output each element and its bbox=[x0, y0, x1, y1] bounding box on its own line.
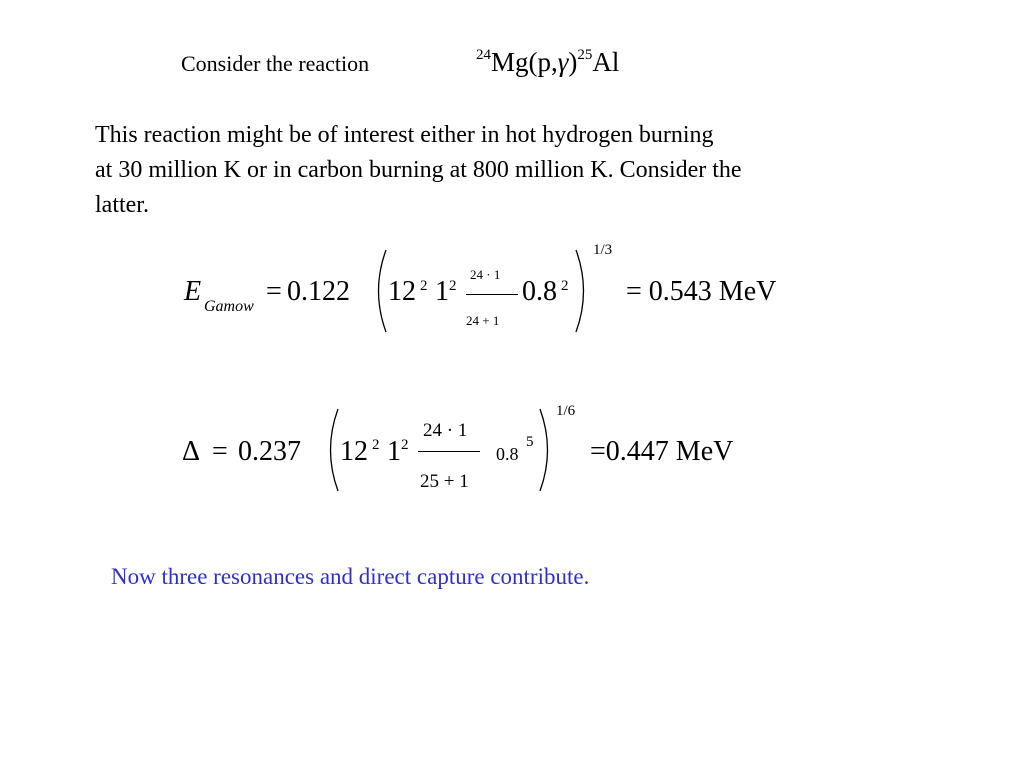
intro-text: Consider the reaction bbox=[181, 51, 370, 76]
eq1-power: 1/3 bbox=[593, 242, 613, 258]
eq2-z1: 12 bbox=[340, 436, 368, 467]
eq1-lhs: E bbox=[184, 276, 202, 307]
eq2-fraction-bar bbox=[418, 451, 480, 452]
eq1-numerator: 24 · 1 bbox=[470, 267, 501, 282]
reaction-body: Mg(p, bbox=[491, 47, 558, 77]
paragraph-line: latter. bbox=[95, 192, 149, 218]
reaction-product: Al bbox=[592, 47, 620, 77]
eq1-right-paren bbox=[574, 248, 594, 334]
eq2-result: =0.447 MeV bbox=[590, 436, 734, 467]
eq1-z1: 12 bbox=[388, 276, 416, 307]
closing-note: Now three resonances and direct capture contribute. bbox=[111, 564, 590, 589]
eq2-right-paren bbox=[538, 407, 558, 493]
eq1-temperature: 0.8 bbox=[522, 276, 557, 307]
eq1-fraction-bar bbox=[466, 294, 518, 295]
eq2-left-paren bbox=[320, 407, 340, 493]
reaction-formula bbox=[476, 47, 619, 78]
eq2-power: 1/6 bbox=[556, 403, 576, 419]
al-mass-number: 25 bbox=[577, 47, 593, 63]
eq1-temperature-exponent: 2 bbox=[561, 278, 569, 294]
eq1-z2-exponent: 2 bbox=[449, 278, 457, 294]
eq2-z1-exponent: 2 bbox=[372, 437, 380, 453]
eq2-denominator: 25 + 1 bbox=[420, 471, 469, 492]
description-paragraph bbox=[95, 118, 895, 223]
eq2-coefficient: 0.237 bbox=[238, 436, 301, 467]
eq2-z2-exponent: 2 bbox=[401, 437, 409, 453]
eq1-lhs-subscript: Gamow bbox=[204, 298, 254, 315]
eq2-equals: = bbox=[212, 436, 228, 467]
mg-mass-number: 24 bbox=[476, 47, 491, 63]
eq1-equals: = bbox=[266, 276, 282, 307]
eq1-result: = 0.543 MeV bbox=[626, 276, 777, 307]
paragraph-line: at 30 million K or in carbon burning at 800 million K. Consider the bbox=[95, 157, 742, 183]
eq1-z1-exponent: 2 bbox=[420, 278, 428, 294]
eq1-denominator: 24 + 1 bbox=[466, 313, 500, 328]
eq2-z2: 1 bbox=[387, 436, 401, 467]
eq2-temperature: 0.8 bbox=[496, 444, 519, 464]
eq2-numerator: 24 · 1 bbox=[423, 420, 468, 441]
eq2-lhs: Δ bbox=[182, 436, 201, 467]
eq1-z2: 1 bbox=[435, 276, 449, 307]
gamma-symbol: γ bbox=[557, 47, 569, 77]
eq1-left-paren bbox=[368, 248, 388, 334]
reaction-close: ) bbox=[568, 47, 578, 77]
eq2-temperature-exponent: 5 bbox=[526, 434, 534, 450]
paragraph-line: This reaction might be of interest either in hot hydrogen burning bbox=[95, 122, 714, 148]
eq1-coefficient: 0.122 bbox=[287, 276, 350, 307]
